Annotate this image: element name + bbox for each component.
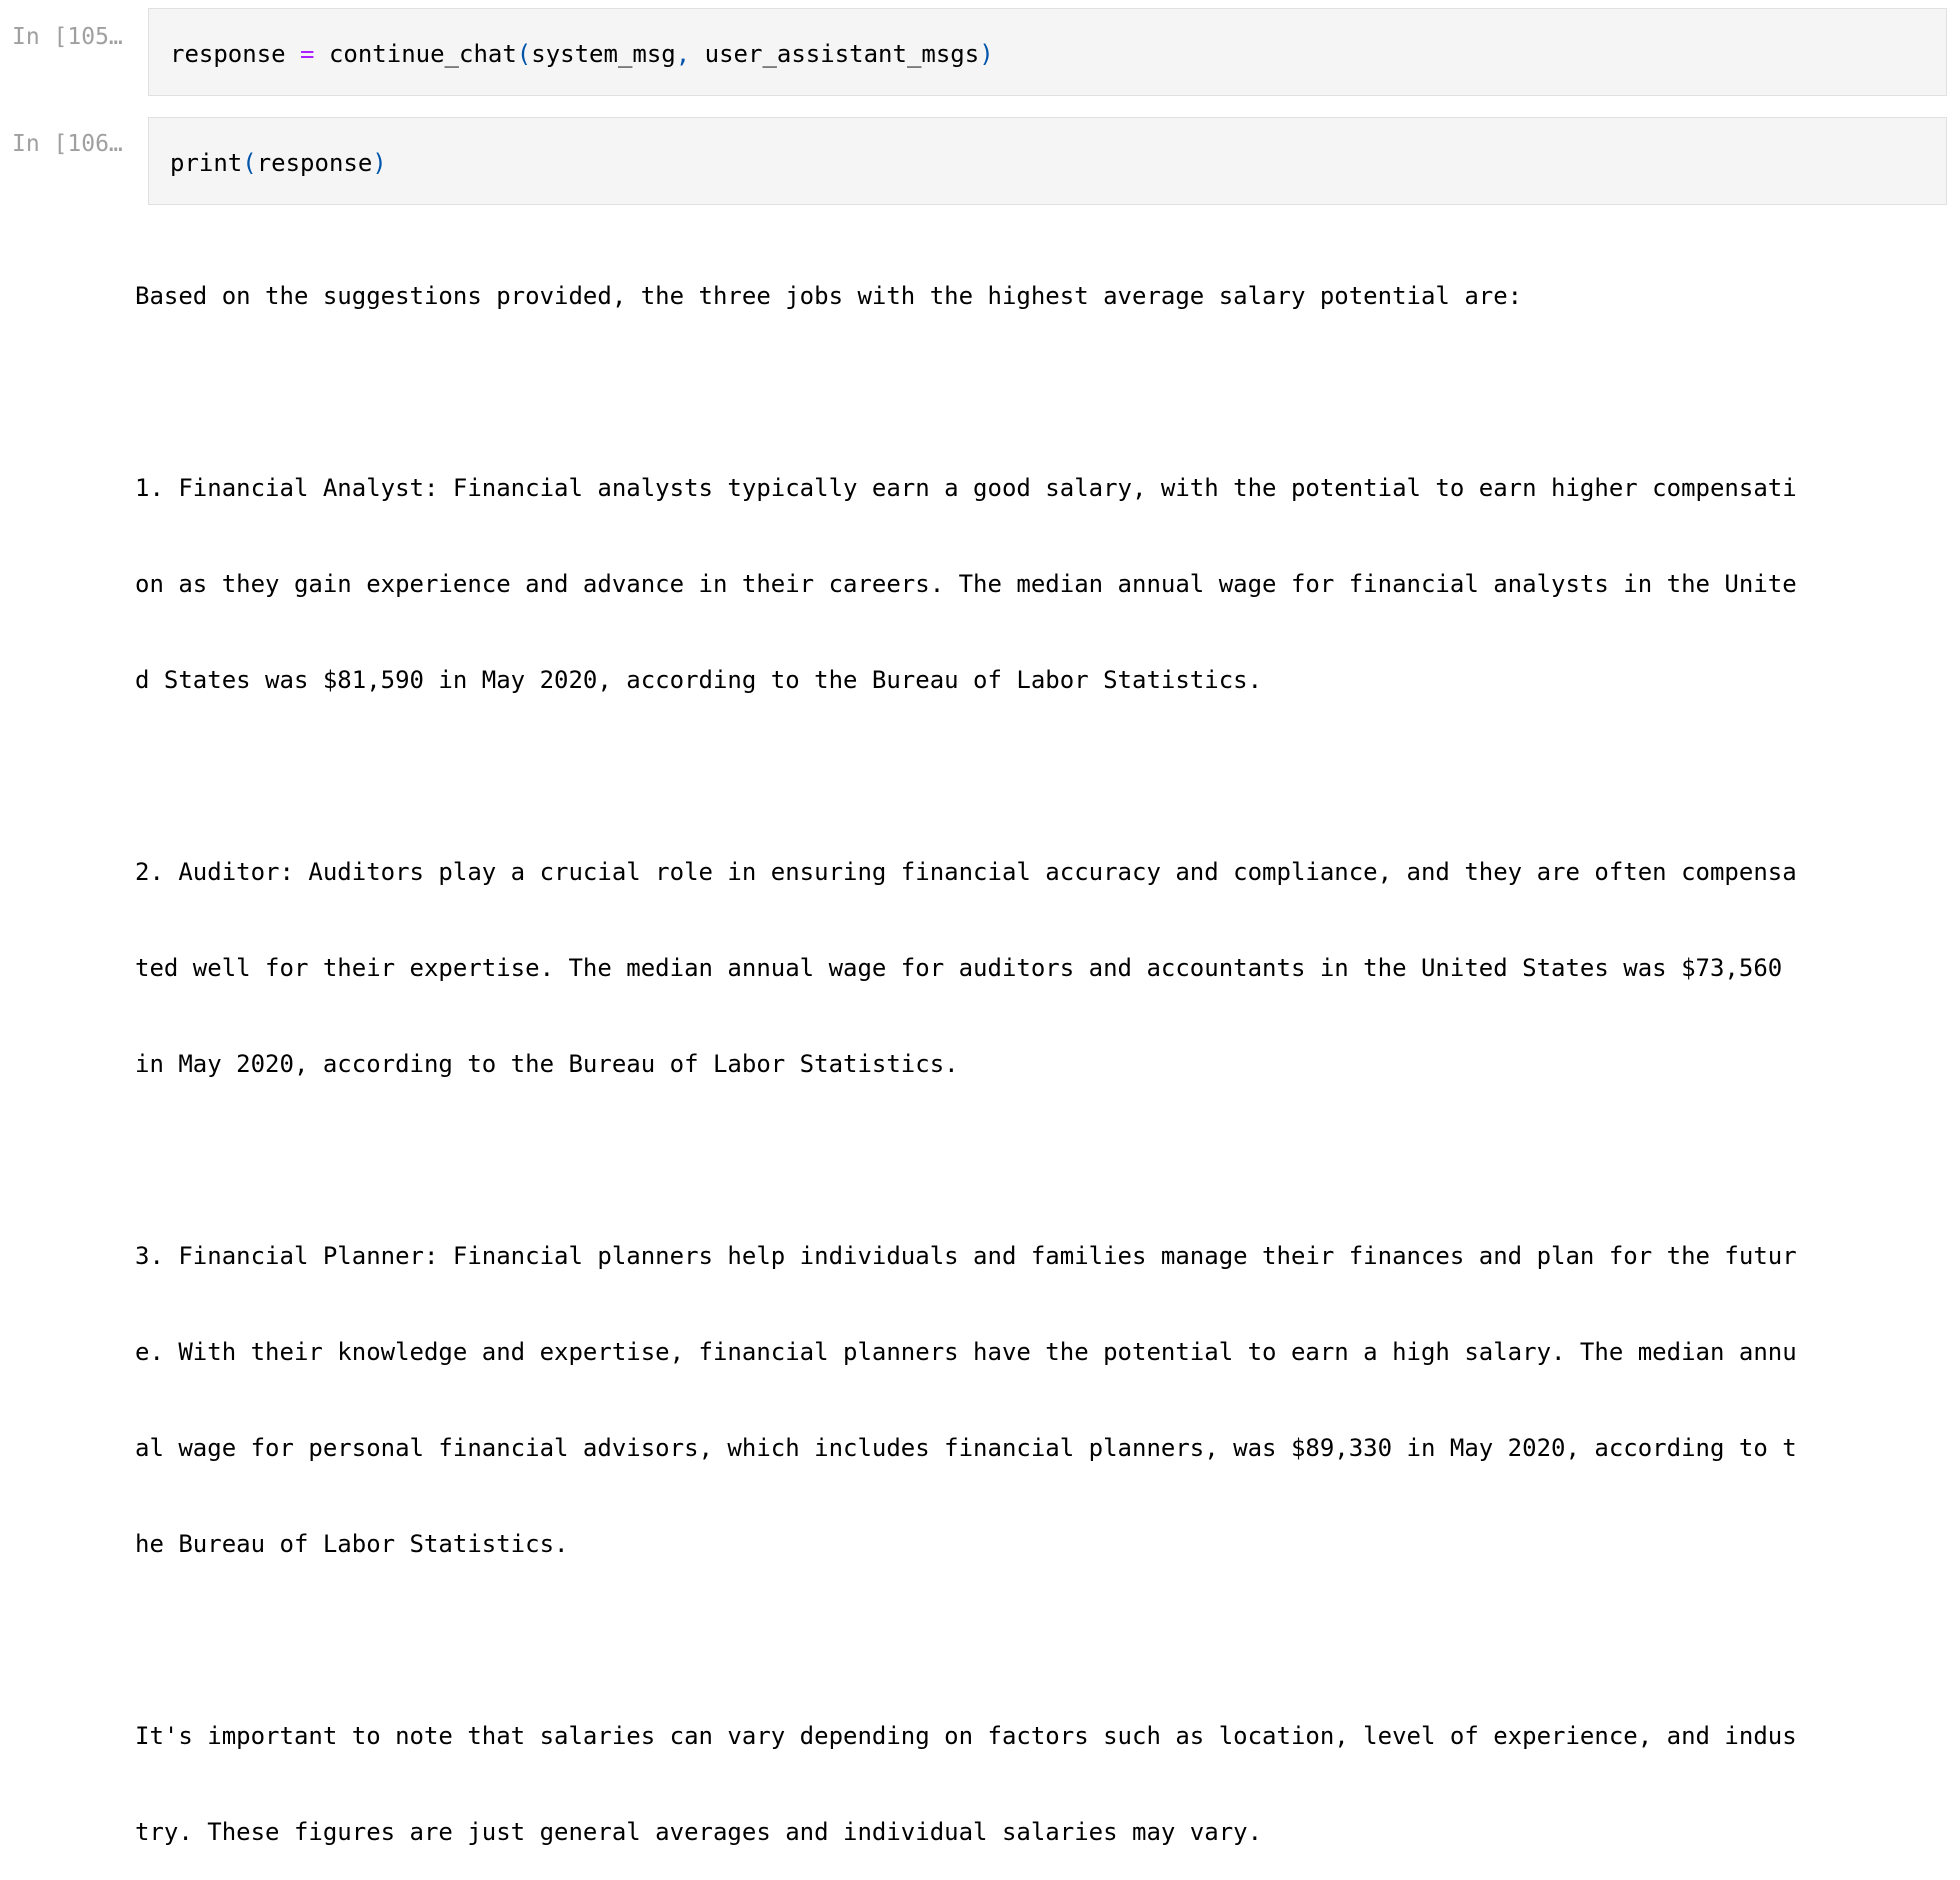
output-line (135, 1144, 1935, 1176)
output-line: try. These figures are just general averages and individual salaries may vary. (135, 1818, 1263, 1846)
notebook-cell-106[interactable] (0, 117, 1960, 207)
code-argument: response (256, 149, 373, 177)
output-line: Based on the suggestions provided, the three jobs with the highest average salary potential are: (135, 282, 1523, 310)
output-line: 2. Auditor: Auditors play a crucial role in ensuring financial accuracy and compliance, and they are often compensa (135, 858, 1797, 886)
output-line: 3. Financial Planner: Financial planners help individuals and families manage their finances and plan for the futur (135, 1242, 1797, 1270)
code-paren-open: ( (242, 149, 257, 177)
cell-prompt: In [106… (12, 131, 123, 157)
output-line: e. With their knowledge and expertise, financial planners have the potential to earn a high salary. The median annu (135, 1338, 1797, 1366)
code-line (170, 148, 387, 178)
cell-prompt: In [105… (12, 24, 123, 50)
output-line: al wage for personal financial advisors, which includes financial planners, was $89,330 in May 2020, according to t (135, 1434, 1797, 1462)
code-comma: , (675, 40, 691, 68)
code-input-area[interactable] (148, 117, 1947, 205)
notebook-cell-105[interactable] (0, 8, 1960, 98)
output-line (135, 760, 1935, 792)
code-function: print (170, 149, 243, 177)
output-line (135, 376, 1935, 408)
code-paren-close: ) (979, 40, 994, 68)
output-line: 1. Financial Analyst: Financial analysts typically earn a good salary, with the potential to earn higher compensati (135, 474, 1797, 502)
code-operator: = (300, 40, 315, 68)
output-line: he Bureau of Labor Statistics. (135, 1530, 569, 1558)
output-line: on as they gain experience and advance in their careers. The median annual wage for financial analysts in the Unite (135, 570, 1797, 598)
code-paren-open: ( (516, 40, 532, 68)
code-argument: system_msg (531, 40, 676, 68)
output-line: in May 2020, according to the Bureau of Labor Statistics. (135, 1050, 959, 1078)
cell-output (135, 216, 1935, 1880)
code-input-area[interactable] (148, 8, 1947, 96)
output-line: ted well for their expertise. The median annual wage for auditors and accountants in the United States was $73,560 (135, 954, 1783, 982)
code-function: continue_chat (328, 40, 517, 68)
code-argument: user_assistant_msgs (704, 40, 980, 68)
output-line (135, 1624, 1935, 1656)
code-paren-close: ) (372, 149, 387, 177)
output-line: d States was $81,590 in May 2020, according to the Bureau of Labor Statistics. (135, 666, 1263, 694)
code-identifier: response (170, 40, 286, 68)
output-line: It's important to note that salaries can vary depending on factors such as location, level of experience, and indus (135, 1722, 1797, 1750)
code-line (170, 39, 994, 69)
